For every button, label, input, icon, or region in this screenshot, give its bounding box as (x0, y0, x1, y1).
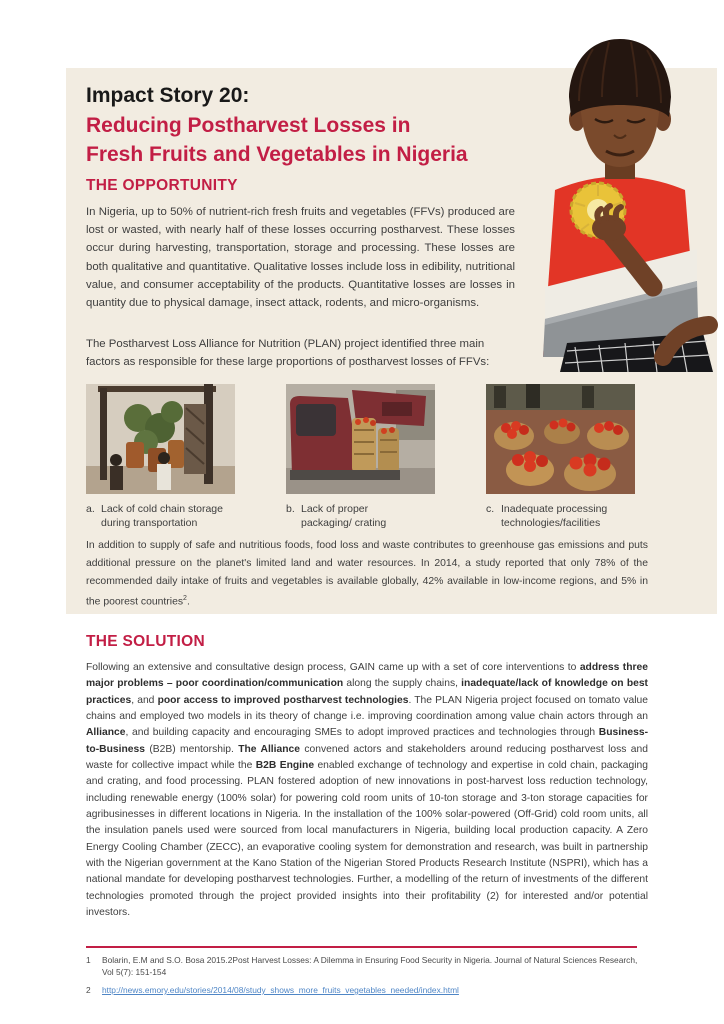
factor-c-label: c. (486, 503, 495, 515)
factor-b-caption (286, 503, 435, 531)
opportunity-paragraph-3 (86, 537, 648, 612)
opportunity-paragraph-2: The Postharvest Loss Alliance for Nutrition (PLAN) project identified three main factors as responsible for these large proportions of postharvest losses of FFVs: (86, 338, 490, 369)
factor-c-figure (486, 384, 635, 531)
factor-a-figure (86, 384, 235, 531)
factor-c-caption (486, 503, 635, 531)
factor-b-text: Lack of proper packaging/ crating (301, 503, 387, 529)
footnote-2-number: 2 (86, 985, 91, 995)
opportunity-paragraph-3-tail: . (186, 596, 190, 608)
page-subtitle-line1: Reducing Postharvest Losses in (86, 114, 411, 137)
tomato-baskets-market-photo (486, 384, 635, 494)
factor-a-caption (86, 503, 235, 531)
footnote-1-text: Bolarin, E.M and S.O. Bosa 2015.2Post Harvest Losses: A Dilemma in Ensuring Food Security in Nigeria. Journal of Natural Sciences Research, Vol 5(7): 151-154 (102, 955, 638, 977)
factor-b-label: b. (286, 503, 295, 515)
footnote-divider (86, 946, 637, 948)
footnote-2 (86, 985, 648, 997)
opportunity-paragraph-3-text: In addition to supply of safe and nutritious foods, food loss and waste contributes to greenhouse gas emissions and puts additional pressure on the planet's limited land and water resources. In 2014, a study reported that only 78% of the recommended daily intake of fruits and vegetables is available globally, 42% available in low-income regions, and 5% in the poorest countries (86, 540, 648, 608)
footnote-1 (86, 955, 648, 979)
page-subtitle-line2: Fresh Fruits and Vegetables in Nigeria (86, 143, 468, 166)
truck-loaded-with-produce-photo (86, 384, 235, 494)
factor-photos-row (86, 384, 635, 531)
solution-heading: THE SOLUTION (86, 633, 205, 650)
factor-b-figure (286, 384, 435, 531)
footnote-2-link[interactable]: http://news.emory.edu/stories/2014/08/study_shows_more_fruits_vegetables_needed/index.html (102, 985, 459, 995)
car-trunk-with-tomato-baskets-photo (286, 384, 435, 494)
opportunity-heading: THE OPPORTUNITY (86, 177, 238, 194)
solution-paragraph: Following an extensive and consultative design process, GAIN came up with a set of core interventions to address three major problems – poor coordination/communication along the supply chains, inadequate/lack of knowledge on best practices, and poor access to improved postharvest technologies. The PLAN Nigeria project focused on tomato value chains and employed two models in its theory of change i.e. improving coordination among value chain actors through an Alliance, and building capacity and encouraging SMEs to adopt improved practices and technologies through Business-to-Business (B2B) mentorship. The Alliance convened actors and stakeholders around reducing postharvest loss and waste for collective impact while the B2B Engine enabled exchange of technology and expertise in cold chain, packaging and crating, and food processing. PLAN fostered adoption of new innovations in post-harvest loss reduction technology, including renewable energy (100% solar) for powering cold room units of 10-ton storage and 3-ton storage capacities for agribusinesses in different locations in Nigeria. In the installation of the 100% solar-powered (Off-Grid) cold room units, all the insulation panels used were sourced from local manufacturers in Nigeria, building local production capacity. A Zero Energy Cooling Chamber (ZECC), an evaporative cooling system for demonstration and research, was built in partnership with the Nigerian government at the Kano Station of the Nigerian Stored Products Research Institute (NSPRI), which has a national mandate for developing postharvest technologies. Further, a modelling of the return of investments of the different technologies promoted through the project provided insights into their profitability (2) for interested and/or potential investors. (86, 662, 649, 919)
footnote-ref-2: 2 (183, 595, 187, 603)
factor-a-label: a. (86, 503, 95, 515)
factor-a-text: Lack of cold chain storage during transportation (101, 503, 223, 529)
footnote-1-number: 1 (86, 955, 91, 965)
girl-eating-pineapple-photo (515, 25, 724, 372)
page-title: Impact Story 20: (86, 84, 250, 107)
factor-c-text: Inadequate processing technologies/facilities (501, 503, 608, 529)
opportunity-paragraph-1: In Nigeria, up to 50% of nutrient-rich fresh fruits and vegetables (FFVs) produced are lost or wasted, with nearly half of these losses occurring postharvest. These losses occur during harvesting, transportation, storage and processing. These losses are both qualitative and quantitative. Qualitative losses include loss in edibility, nutritional value, and consumer acceptability of the products. Quantitative losses are losses in quantity due to physical damage, insect attack, rodents, and micro-organisms. (86, 206, 515, 310)
